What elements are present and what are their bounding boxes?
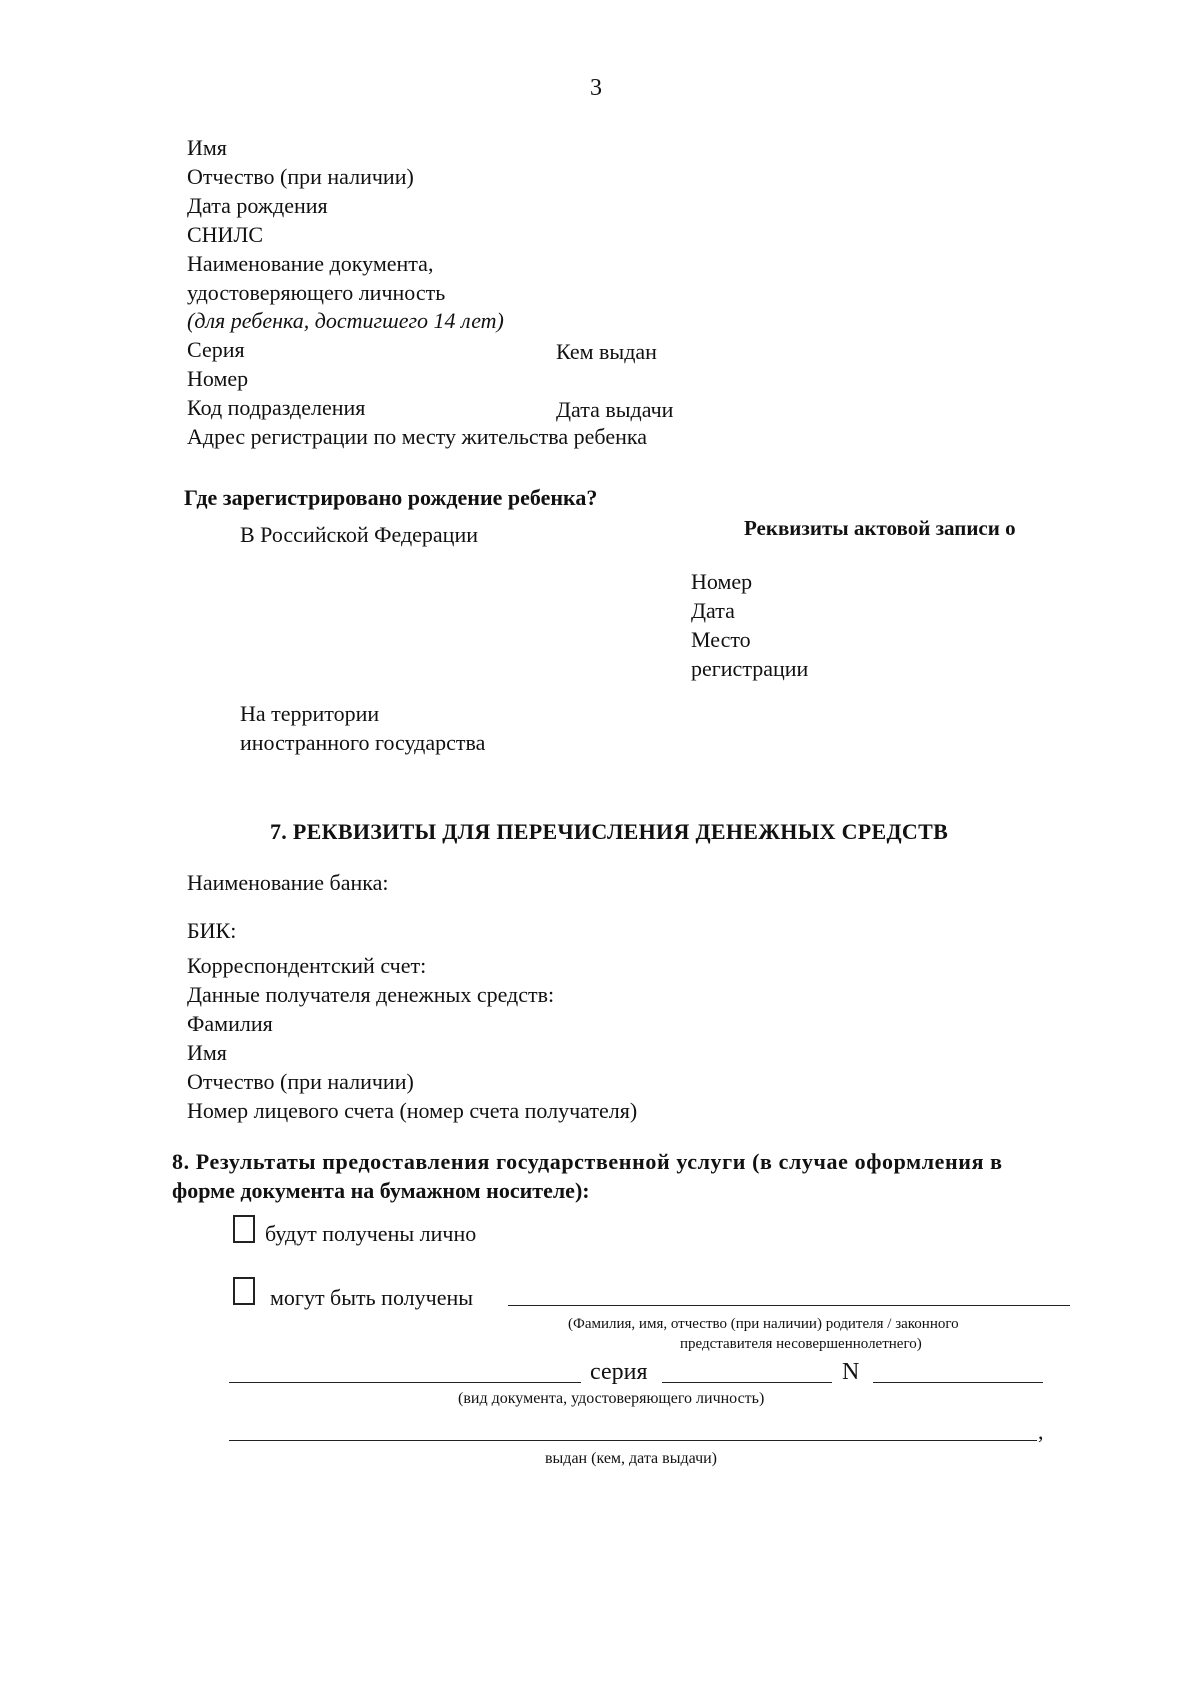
act-record-header: Реквизиты актовой записи о [744,516,1016,540]
label-recipient-patronymic: Отчество (при наличии) [187,1069,414,1094]
caption-name-1: (Фамилия, имя, отчество (при наличии) родителя / законного [568,1316,959,1332]
label-number: Номер [187,366,249,391]
act-place-label-2: регистрации [691,656,809,681]
series-label: серия [590,1359,648,1385]
label-bank-name: Наименование банка: [187,870,389,895]
option-personal-label: будут получены лично [265,1221,477,1246]
label-surname: Фамилия [187,1011,273,1036]
label-issue-date: Дата выдачи [556,397,674,422]
number-label: N [842,1359,860,1385]
label-doc-note: (для ребенка, достигшего 14 лет) [187,308,504,333]
label-doc-name-2: удостоверяющего личность [187,280,446,305]
label-corr-account: Корреспондентский счет: [187,953,427,978]
label-address: Адрес регистрации по месту жительства ребенка [187,424,647,449]
label-series: Серия [187,337,245,362]
line-doc-type[interactable] [229,1382,581,1383]
act-number-label: Номер [691,569,753,594]
option-russian-federation: В Российской Федерации [240,522,478,547]
label-account-number: Номер лицевого счета (номер счета получателя) [187,1098,638,1123]
line-representative-name[interactable] [508,1305,1070,1306]
label-issued-by: Кем выдан [556,339,657,364]
caption-doc: (вид документа, удостоверяющего личность) [458,1390,765,1407]
option-foreign-2: иностранного государства [240,730,486,755]
caption-issued: выдан (кем, дата выдачи) [545,1450,717,1467]
section8-title-1: 8. Результаты предоставления государственной услуги (в случае оформления в [172,1149,1003,1174]
label-division-code: Код подразделения [187,395,366,420]
label-bik: БИК: [187,918,237,943]
act-place-label-1: Место [691,627,751,652]
label-snils: СНИЛС [187,222,264,247]
line-issued[interactable] [229,1440,1037,1441]
line-number[interactable] [873,1382,1043,1383]
option-received-by-label: могут быть получены [270,1285,474,1310]
label-recipient-first-name: Имя [187,1040,227,1065]
label-patronymic: Отчество (при наличии) [187,164,414,189]
option-foreign-1: На территории [240,701,380,726]
checkbox-personal[interactable] [233,1215,255,1243]
section8-title-2: форме документа на бумажном носителе): [172,1178,590,1203]
page-number: 3 [590,75,602,101]
label-doc-name-1: Наименование документа, [187,251,434,276]
birth-registration-question: Где зарегистрировано рождение ребенка? [184,485,598,510]
label-recipient-data: Данные получателя денежных средств: [187,982,555,1007]
label-birth-date: Дата рождения [187,193,328,218]
caption-name-2: представителя несовершеннолетнего) [680,1336,922,1352]
checkbox-received-by[interactable] [233,1277,255,1305]
act-date-label: Дата [691,598,735,623]
section7-title: 7. РЕКВИЗИТЫ ДЛЯ ПЕРЕЧИСЛЕНИЯ ДЕНЕЖНЫХ СРЕДСТВ [270,819,949,844]
label-first-name: Имя [187,135,227,160]
line-series[interactable] [662,1382,832,1383]
comma: , [1038,1419,1044,1444]
